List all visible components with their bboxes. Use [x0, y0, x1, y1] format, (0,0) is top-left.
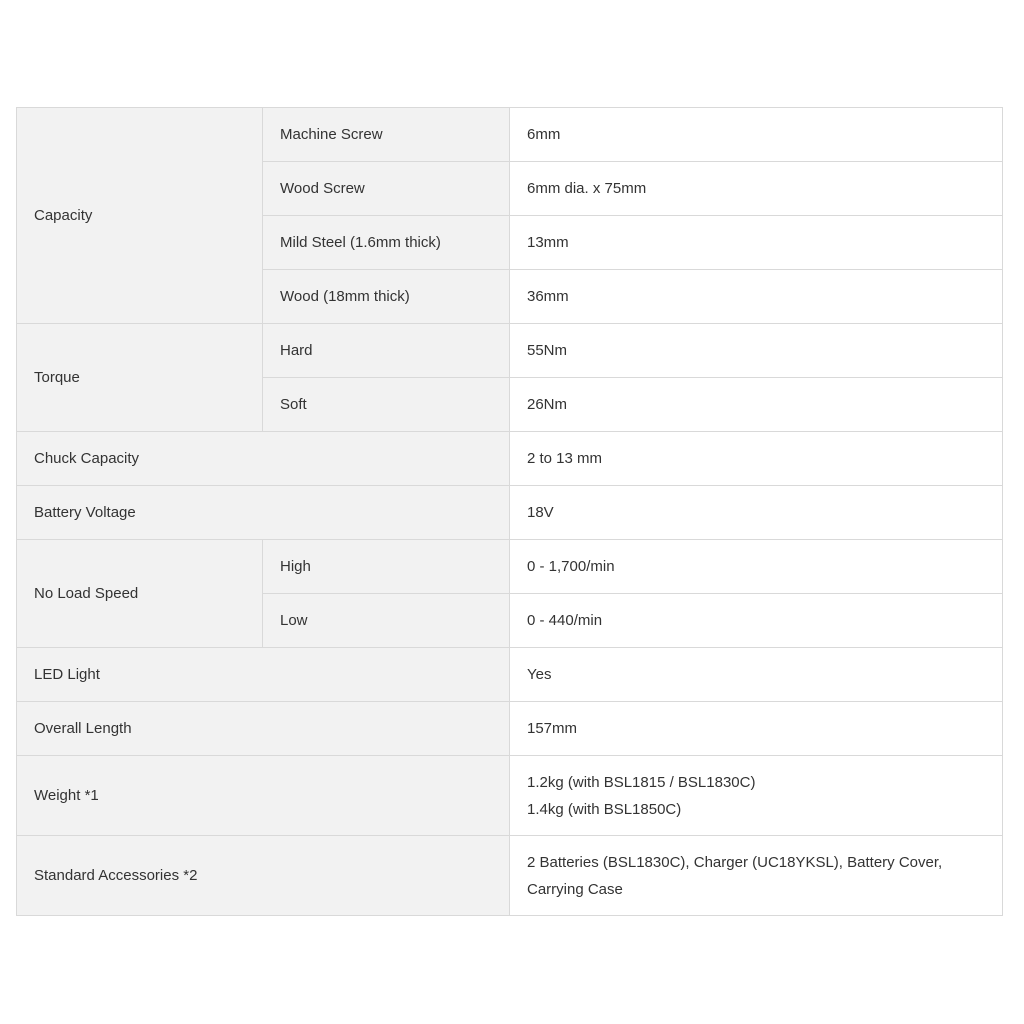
led-light-label: LED Light — [17, 648, 510, 702]
torque-soft-label: Soft — [263, 378, 510, 432]
torque-hard-value: 55Nm — [510, 324, 1003, 378]
speed-low-label: Low — [263, 594, 510, 648]
speed-high-label: High — [263, 540, 510, 594]
table-row — [17, 432, 1003, 486]
chuck-capacity-value: 2 to 13 mm — [510, 432, 1003, 486]
table-row — [17, 702, 1003, 756]
torque-hard-label: Hard — [263, 324, 510, 378]
capacity-label: Capacity — [17, 108, 263, 324]
wood-value: 36mm — [510, 270, 1003, 324]
standard-accessories-label: Standard Accessories *2 — [17, 836, 510, 916]
torque-soft-value: 26Nm — [510, 378, 1003, 432]
battery-voltage-value: 18V — [510, 486, 1003, 540]
chuck-capacity-label: Chuck Capacity — [17, 432, 510, 486]
weight-value-line-1: 1.2kg (with BSL1815 / BSL1830C) — [527, 773, 756, 791]
weight-label: Weight *1 — [17, 756, 510, 836]
speed-high-value: 0 - 1,700/min — [510, 540, 1003, 594]
no-load-speed-label: No Load Speed — [17, 540, 263, 648]
mild-steel-value: 13mm — [510, 216, 1003, 270]
wood-label: Wood (18mm thick) — [263, 270, 510, 324]
accessories-value-line-1: 2 Batteries (BSL1830C), Charger (UC18YKSL), Battery Cover, — [527, 853, 943, 871]
torque-label: Torque — [17, 324, 263, 432]
spec-table — [16, 107, 1003, 916]
mild-steel-label: Mild Steel (1.6mm thick) — [263, 216, 510, 270]
machine-screw-value: 6mm — [510, 108, 1003, 162]
table-row — [17, 486, 1003, 540]
machine-screw-label: Machine Screw — [263, 108, 510, 162]
wood-screw-value: 6mm dia. x 75mm — [510, 162, 1003, 216]
table-row — [17, 836, 1003, 916]
table-row — [17, 648, 1003, 702]
overall-length-label: Overall Length — [17, 702, 510, 756]
wood-screw-label: Wood Screw — [263, 162, 510, 216]
weight-value — [510, 756, 1003, 836]
table-row — [17, 324, 1003, 378]
table-row — [17, 108, 1003, 162]
weight-value-line-2: 1.4kg (with BSL1850C) — [527, 800, 682, 818]
overall-length-value: 157mm — [510, 702, 1003, 756]
standard-accessories-value — [510, 836, 1003, 916]
accessories-value-line-2: Carrying Case — [527, 880, 623, 898]
table-row — [17, 540, 1003, 594]
table-row — [17, 756, 1003, 836]
battery-voltage-label: Battery Voltage — [17, 486, 510, 540]
speed-low-value: 0 - 440/min — [510, 594, 1003, 648]
led-light-value: Yes — [510, 648, 1003, 702]
